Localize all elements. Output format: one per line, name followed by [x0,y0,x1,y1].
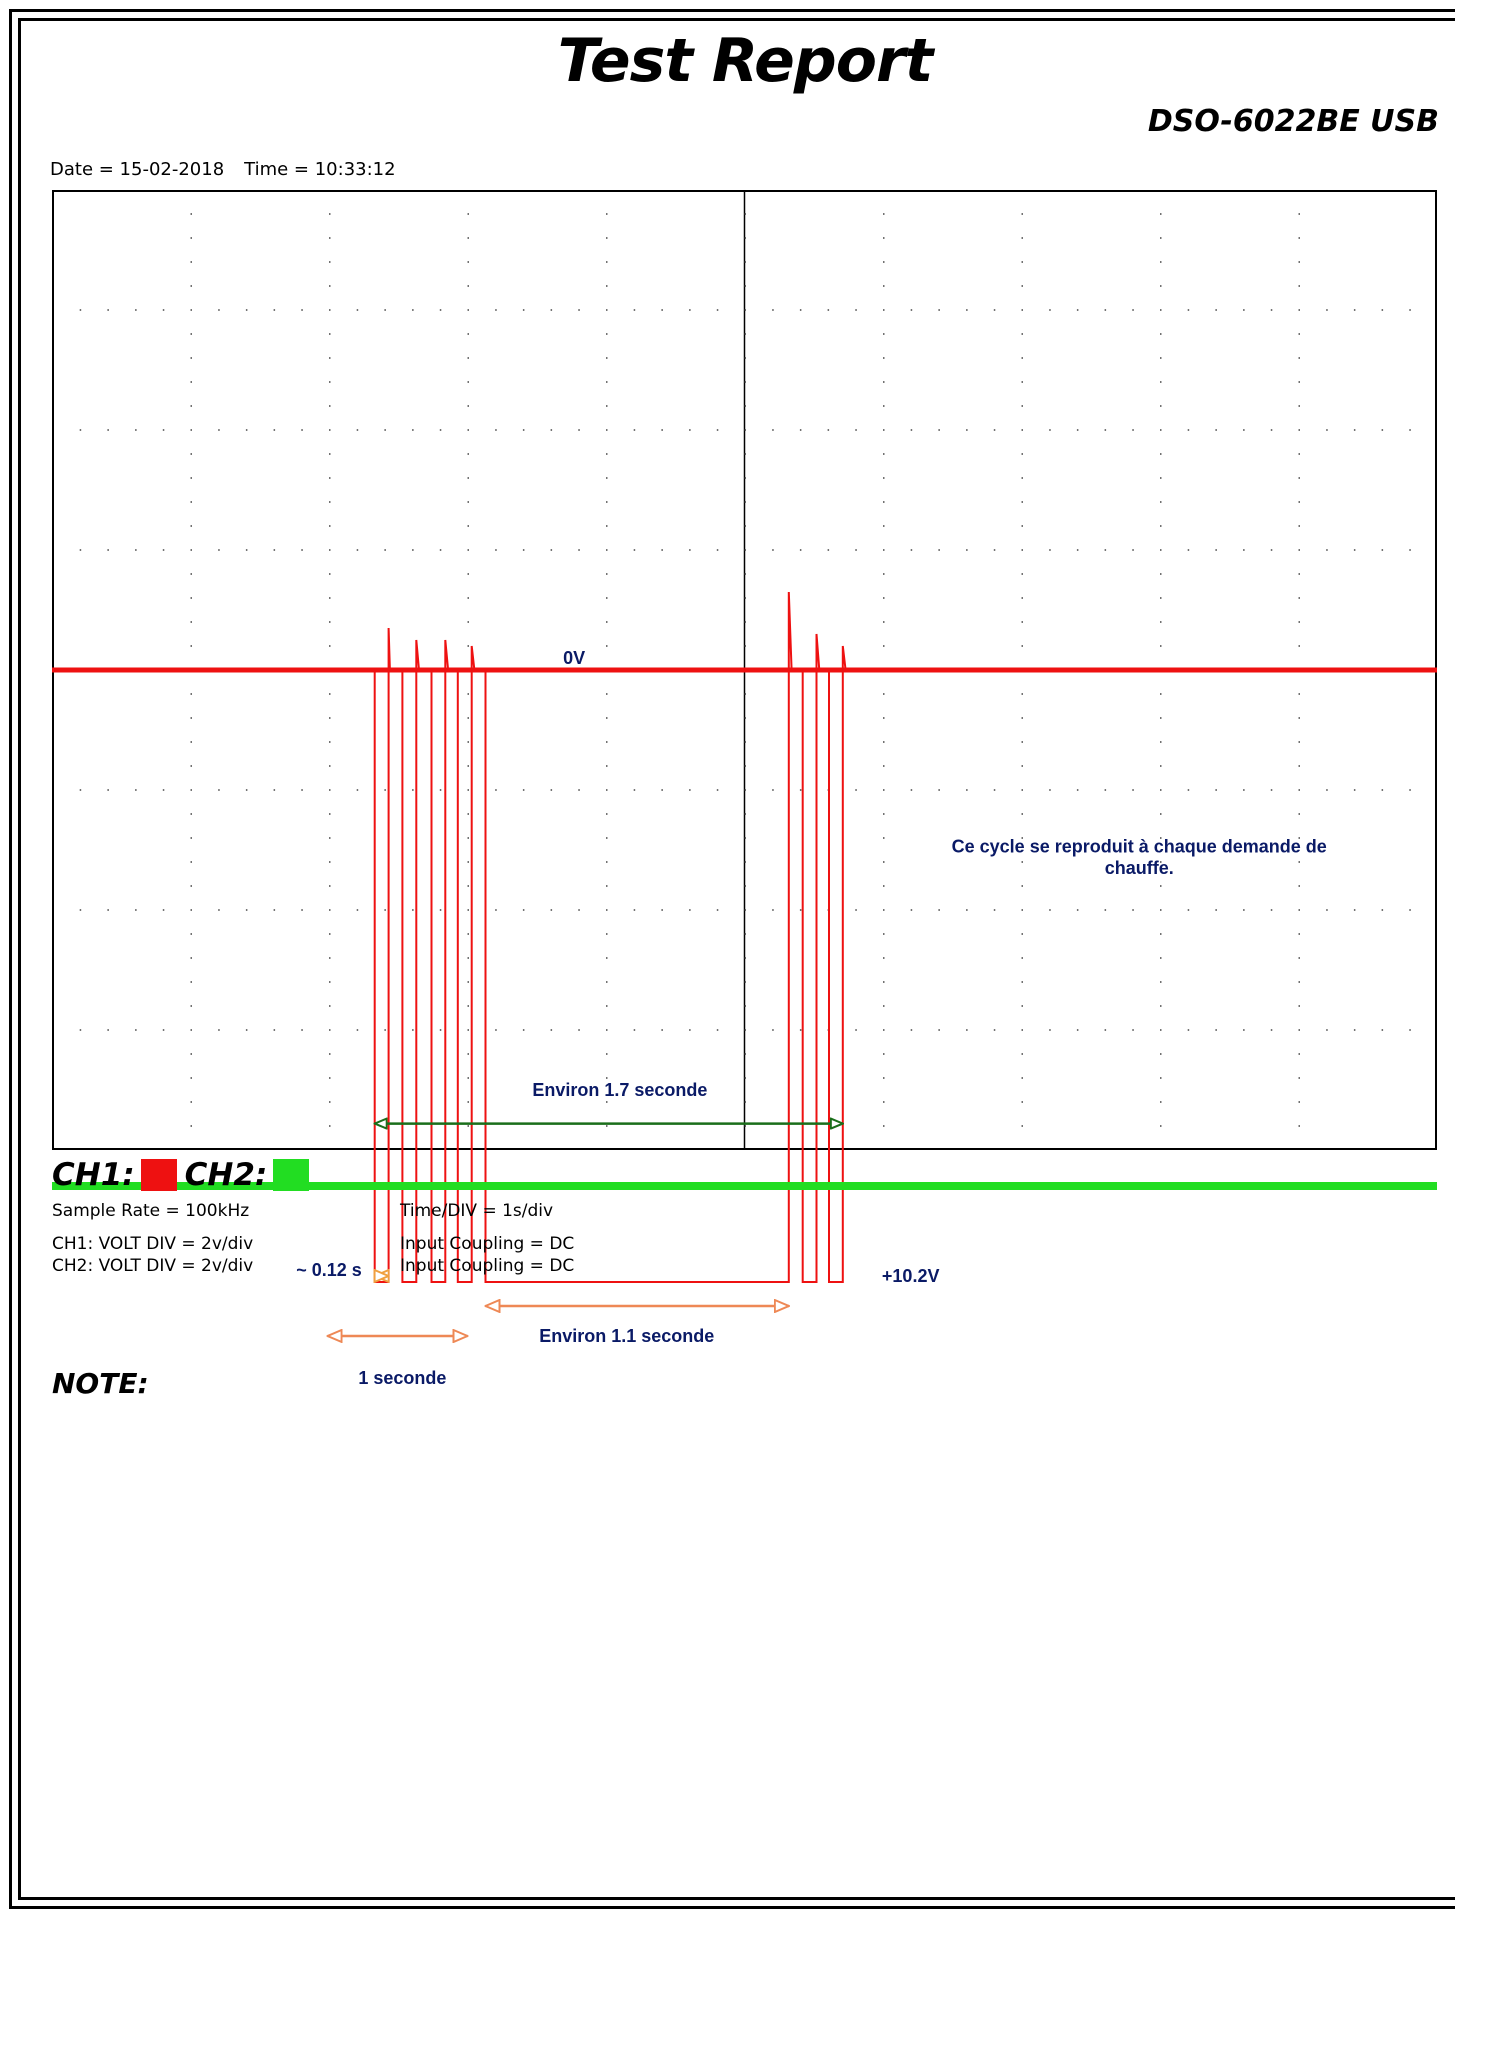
legend-ch1-label: CH1: [52,1157,135,1193]
annotation-1: 0V [563,648,586,668]
time-text: Time = 10:33:12 [244,159,396,180]
sample-rate: Sample Rate = 100kHz [52,1201,250,1221]
annotation-7: Environ 1.1 seconde [539,1326,715,1346]
annotation-5: ~ 0.12 s [296,1260,362,1280]
ch2-volt-div: CH2: VOLT DIV = 2v/div [52,1256,254,1276]
annotation-2: Ce cycle se reproduit à chaque demande de [951,836,1327,857]
channel-legend [52,1157,317,1193]
report-title: Test Report [557,26,933,96]
annotation-6: +10.2V [881,1266,940,1286]
legend-ch1-swatch [141,1159,177,1191]
note-label: NOTE: [52,1367,149,1400]
date-time-line [50,159,416,180]
legend-ch2-swatch [273,1159,309,1191]
annotation-8: 1 seconde [358,1368,447,1388]
ch2-input-coupling: Input Coupling = DC [400,1256,575,1276]
annotation-3: chauffe. [1104,858,1174,878]
ch1-volt-div: CH1: VOLT DIV = 2v/div [52,1234,254,1254]
legend-ch2-label: CH2: [184,1157,268,1193]
device-name: DSO-6022BE USB [1147,104,1439,139]
date-text: Date = 15-02-2018 [50,159,225,180]
ch1-input-coupling: Input Coupling = DC [400,1234,575,1254]
time-div: Time/DIV = 1s/div [400,1201,554,1221]
annotation-4: Environ 1.7 seconde [532,1080,708,1100]
